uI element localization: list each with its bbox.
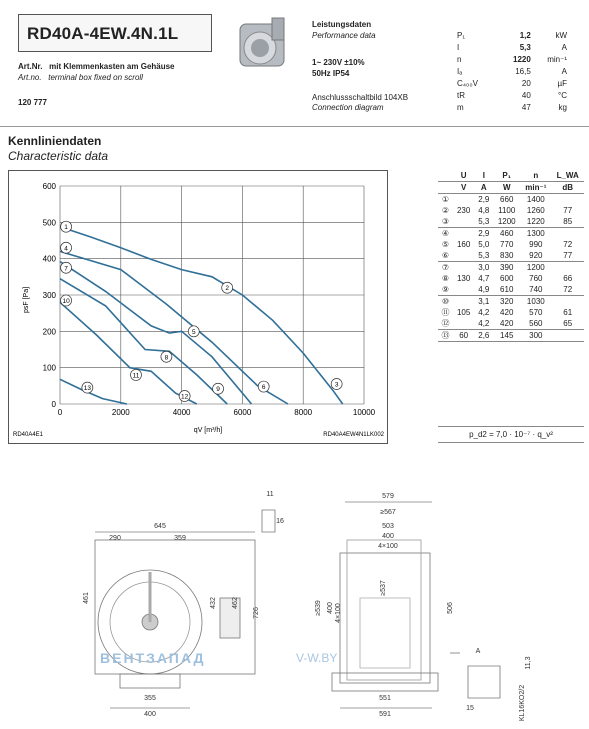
model-title: RD40A-4EW.4N.1L <box>18 14 212 52</box>
y-tick-label: 200 <box>42 327 56 337</box>
table-cell: 1200 <box>520 262 551 274</box>
x-tick-label: 10000 <box>352 408 376 417</box>
table-cell: ⑥ <box>441 251 450 260</box>
table-cell: ⑬ <box>438 330 453 342</box>
table-row <box>438 216 584 228</box>
curve-marker-label: 10 <box>62 297 70 305</box>
table-cell: ④ <box>438 228 453 240</box>
perf-row <box>456 66 568 78</box>
perf-unit: min⁻¹ <box>547 55 567 64</box>
table-cell: 4,7 <box>478 274 490 283</box>
left-code: RD40A4E1 <box>13 432 44 438</box>
table-cell: 1260 <box>526 206 545 215</box>
table-cell: 130 <box>456 274 471 283</box>
table-cell: 740 <box>529 285 543 294</box>
table-row <box>438 194 584 206</box>
dimension-label: KL16KO2/2 <box>519 684 526 722</box>
table-cell: 300 <box>520 330 551 342</box>
y-tick-label: 0 <box>51 400 56 409</box>
characteristic-chart <box>8 170 388 444</box>
dimension-label: 4×100 <box>335 603 342 623</box>
table-row <box>438 284 584 296</box>
table-cell: 105 <box>456 308 471 317</box>
dimension-label: ≥539 <box>315 600 322 616</box>
table-cell: 160 <box>456 240 471 249</box>
watermark-url: V-W.BY <box>296 651 338 665</box>
dimension-label: 645 <box>154 523 166 530</box>
perf-val: 1220 <box>513 55 531 64</box>
table-cell <box>453 228 475 240</box>
artnr-label-en: Art.no. terminal box fixed on scroll <box>18 73 143 82</box>
table-cell: 230 <box>456 206 471 215</box>
supply-frequency: 50Hz IP54 <box>312 69 350 78</box>
table-cell <box>453 262 475 274</box>
dimension-label: ≥537 <box>380 580 387 596</box>
x-tick-label: 6000 <box>233 408 252 417</box>
table-header-cell <box>438 182 453 194</box>
table-cell: 610 <box>500 285 514 294</box>
perf-row <box>456 42 568 54</box>
table-cell: 4,2 <box>478 319 490 328</box>
operating-points-table <box>438 170 584 342</box>
curve-marker-label: 6 <box>261 384 266 392</box>
table-cell: 1030 <box>520 296 551 308</box>
table-header-cell: A <box>480 183 487 192</box>
table-cell: 60 <box>453 330 475 342</box>
perf-sym: I <box>457 43 460 52</box>
y-tick-label: 500 <box>42 218 56 228</box>
artnr-label-de: Art.Nr. mit Klemmenkasten am Gehäuse <box>18 62 175 71</box>
perf-title-en: Performance data <box>312 31 376 40</box>
x-axis-label: qV [m³/h] <box>193 427 223 434</box>
perf-val: 5,3 <box>519 43 531 52</box>
table-cell: 145 <box>493 330 520 342</box>
table-cell: 1300 <box>520 228 551 240</box>
curve-marker-label: 9 <box>216 386 220 394</box>
perf-sym: P₁ <box>457 31 466 40</box>
table-cell: 570 <box>529 308 543 317</box>
table-cell <box>453 296 475 308</box>
dimension-label: 290 <box>109 535 121 542</box>
table-cell: 66 <box>563 274 573 283</box>
table-cell: 560 <box>529 319 543 328</box>
series-line <box>60 251 288 404</box>
artnr-value: 120 777 <box>18 98 47 107</box>
table-cell: 920 <box>529 251 543 260</box>
watermark: ВЕНТЗАПАД <box>100 650 206 666</box>
table-cell <box>453 318 475 330</box>
table-cell <box>453 284 475 296</box>
table-row <box>438 307 584 318</box>
table-header-cell: P₁ <box>493 170 520 182</box>
table-cell <box>551 228 584 240</box>
table-cell: 760 <box>529 274 543 283</box>
x-tick-label: 0 <box>57 408 63 417</box>
table-header-cell: L_WA <box>551 170 584 182</box>
table-cell: ⑧ <box>441 274 450 283</box>
y-tick-label: 600 <box>42 182 56 191</box>
table-row <box>438 250 584 262</box>
perf-unit: A <box>561 43 567 52</box>
right-code: RD40A4EW4N1LK002 <box>323 432 384 438</box>
dimension-drawing <box>0 488 589 729</box>
dimension-label: 15 <box>466 705 474 712</box>
curve-marker-label: 11 <box>132 372 140 380</box>
table-cell: ⑪ <box>441 308 450 317</box>
dimension-label: 400 <box>327 602 334 614</box>
table-row <box>438 239 584 250</box>
table-cell: ③ <box>441 217 450 226</box>
dimension-label: 461 <box>83 592 90 604</box>
dimension-label: 579 <box>382 493 394 500</box>
curve-marker-label: 13 <box>83 385 91 393</box>
table-cell: ② <box>441 206 450 215</box>
table-cell: 4,2 <box>478 308 490 317</box>
table-header-cell: I <box>474 170 493 182</box>
y-axis-label: psF [Pa] <box>23 286 30 314</box>
table-row <box>438 262 584 274</box>
x-tick-label: 4000 <box>172 408 191 417</box>
table-row <box>438 205 584 216</box>
table-header-row <box>438 170 584 182</box>
perf-unit: A <box>561 67 567 76</box>
y-tick-label: 100 <box>42 363 56 373</box>
curve-marker-label: 3 <box>334 381 339 389</box>
table-cell: 5,0 <box>478 240 490 249</box>
curve-marker-label: 2 <box>225 285 230 293</box>
dimension-label: 432 <box>210 597 217 609</box>
perf-unit: kW <box>555 31 567 40</box>
perf-unit: kg <box>558 103 567 112</box>
perf-sym: n <box>457 55 462 64</box>
perf-sym: Iₐ <box>457 67 463 76</box>
table-header-cell: dB <box>562 183 574 192</box>
connection-de: Anschlussschaltbild 104XB <box>312 93 409 102</box>
dimension-label: 359 <box>174 535 186 542</box>
table-cell: 1100 <box>498 206 516 215</box>
table-cell <box>551 330 584 342</box>
table-header-cell: W <box>502 183 511 192</box>
perf-sym: C₄₀₀V <box>457 79 479 88</box>
table-cell: 1220 <box>526 217 545 226</box>
curve-marker-label: 1 <box>64 224 68 232</box>
table-cell: 65 <box>563 319 573 328</box>
table-cell: 320 <box>493 296 520 308</box>
table-cell: 830 <box>500 251 514 260</box>
dimension-label: ≥567 <box>380 509 396 516</box>
table-cell <box>453 250 475 262</box>
table-cell: 3,1 <box>474 296 493 308</box>
table-cell: 420 <box>500 308 514 317</box>
table-header-row <box>438 182 584 194</box>
table-cell: 3,0 <box>474 262 493 274</box>
table-cell <box>551 296 584 308</box>
curve-marker-label: 12 <box>181 393 189 401</box>
dimension-label: 551 <box>379 695 391 702</box>
table-cell: ⑨ <box>441 285 450 294</box>
perf-row <box>456 30 568 42</box>
table-cell: 770 <box>500 240 514 249</box>
perf-row <box>456 102 568 114</box>
table-cell: 2,6 <box>474 330 493 342</box>
table-cell <box>551 262 584 274</box>
table-row <box>438 228 584 240</box>
table-cell: ⑤ <box>441 240 450 249</box>
table-cell: 390 <box>493 262 520 274</box>
dimension-label: A <box>475 648 481 655</box>
curve-marker-label: 5 <box>191 328 196 336</box>
table-cell: 61 <box>563 308 573 317</box>
x-tick-label: 2000 <box>111 408 130 417</box>
dimension-label: 503 <box>382 523 394 530</box>
table-row <box>438 296 584 308</box>
table-cell: 2,9 <box>474 194 493 206</box>
table-header-cell: min⁻¹ <box>525 183 547 192</box>
table-cell: 72 <box>563 240 573 249</box>
perf-row <box>456 78 568 90</box>
table-cell: 77 <box>563 206 573 215</box>
perf-val: 40 <box>521 91 531 100</box>
x-tick-label: 8000 <box>294 408 313 417</box>
table-cell: 85 <box>563 217 573 226</box>
table-cell: ⑫ <box>441 319 450 328</box>
table-cell: 600 <box>500 274 514 283</box>
perf-row <box>456 90 568 102</box>
y-tick-label: 400 <box>42 254 56 264</box>
table-cell: 4,8 <box>478 206 490 215</box>
table-cell: ① <box>438 194 453 206</box>
header-divider <box>0 126 589 127</box>
table-cell: ⑩ <box>438 296 453 308</box>
perf-sym: m <box>457 103 464 112</box>
formula: p_d2 = 7,0 · 10⁻⁷ · q_v² <box>438 426 584 443</box>
dimension-label: 591 <box>379 711 391 718</box>
table-cell: 660 <box>493 194 520 206</box>
series-line <box>60 227 343 404</box>
table-cell: 4,9 <box>478 285 490 294</box>
perf-sym: tR <box>457 91 465 100</box>
table-cell <box>551 194 584 206</box>
y-tick-label: 300 <box>42 291 56 300</box>
table-cell <box>453 216 475 228</box>
connection-en: Connection diagram <box>312 103 384 112</box>
dimension-label: 726 <box>253 607 260 619</box>
table-cell: 5,3 <box>478 217 490 226</box>
dimension-label: 462 <box>232 597 239 609</box>
table-header-cell <box>438 170 453 182</box>
table-cell: 5,3 <box>478 251 490 260</box>
table-cell: ⑦ <box>438 262 453 274</box>
dimension-label: 11 <box>266 491 274 498</box>
section-title-en: Characteristic data <box>8 149 109 163</box>
table-cell: 420 <box>500 319 514 328</box>
section-title-de: Kennliniendaten <box>8 134 102 148</box>
table-row <box>438 273 584 284</box>
table-cell: 460 <box>493 228 520 240</box>
perf-val: 16,5 <box>515 67 531 76</box>
perf-val: 1,2 <box>519 31 531 40</box>
dimension-label: 506 <box>447 602 454 614</box>
curve-marker-label: 7 <box>64 265 68 273</box>
dimension-label: 11,3 <box>525 656 532 670</box>
table-cell: 72 <box>563 285 573 294</box>
perf-val: 20 <box>521 79 531 88</box>
perf-row <box>456 54 568 66</box>
dimension-label: 16 <box>276 518 284 525</box>
table-header-cell: U <box>453 170 475 182</box>
table-header-cell: n <box>520 170 551 182</box>
table-cell <box>453 194 475 206</box>
table-header-cell: V <box>460 183 467 192</box>
dimension-label: 355 <box>144 695 156 702</box>
performance-table <box>456 30 568 114</box>
perf-val: 47 <box>521 103 531 112</box>
dimension-label: 400 <box>144 711 156 718</box>
dimension-label: 400 <box>382 533 394 540</box>
dimension-label: 4×100 <box>378 543 398 550</box>
fan-photo-icon <box>232 14 292 74</box>
table-cell: 77 <box>563 251 573 260</box>
series-line <box>60 379 127 404</box>
curve-marker-label: 8 <box>164 354 169 362</box>
supply-voltage: 1~ 230V ±10% <box>312 58 365 67</box>
curve-marker-label: 4 <box>64 245 68 253</box>
perf-title-de: Leistungsdaten <box>312 20 372 29</box>
table-row <box>438 318 584 330</box>
table-cell: 2,9 <box>474 228 493 240</box>
table-row <box>438 330 584 342</box>
perf-unit: °C <box>558 91 567 100</box>
table-cell: 1400 <box>520 194 551 206</box>
table-cell: 990 <box>529 240 543 249</box>
table-cell: 1200 <box>497 217 516 226</box>
perf-unit: µF <box>557 79 567 88</box>
